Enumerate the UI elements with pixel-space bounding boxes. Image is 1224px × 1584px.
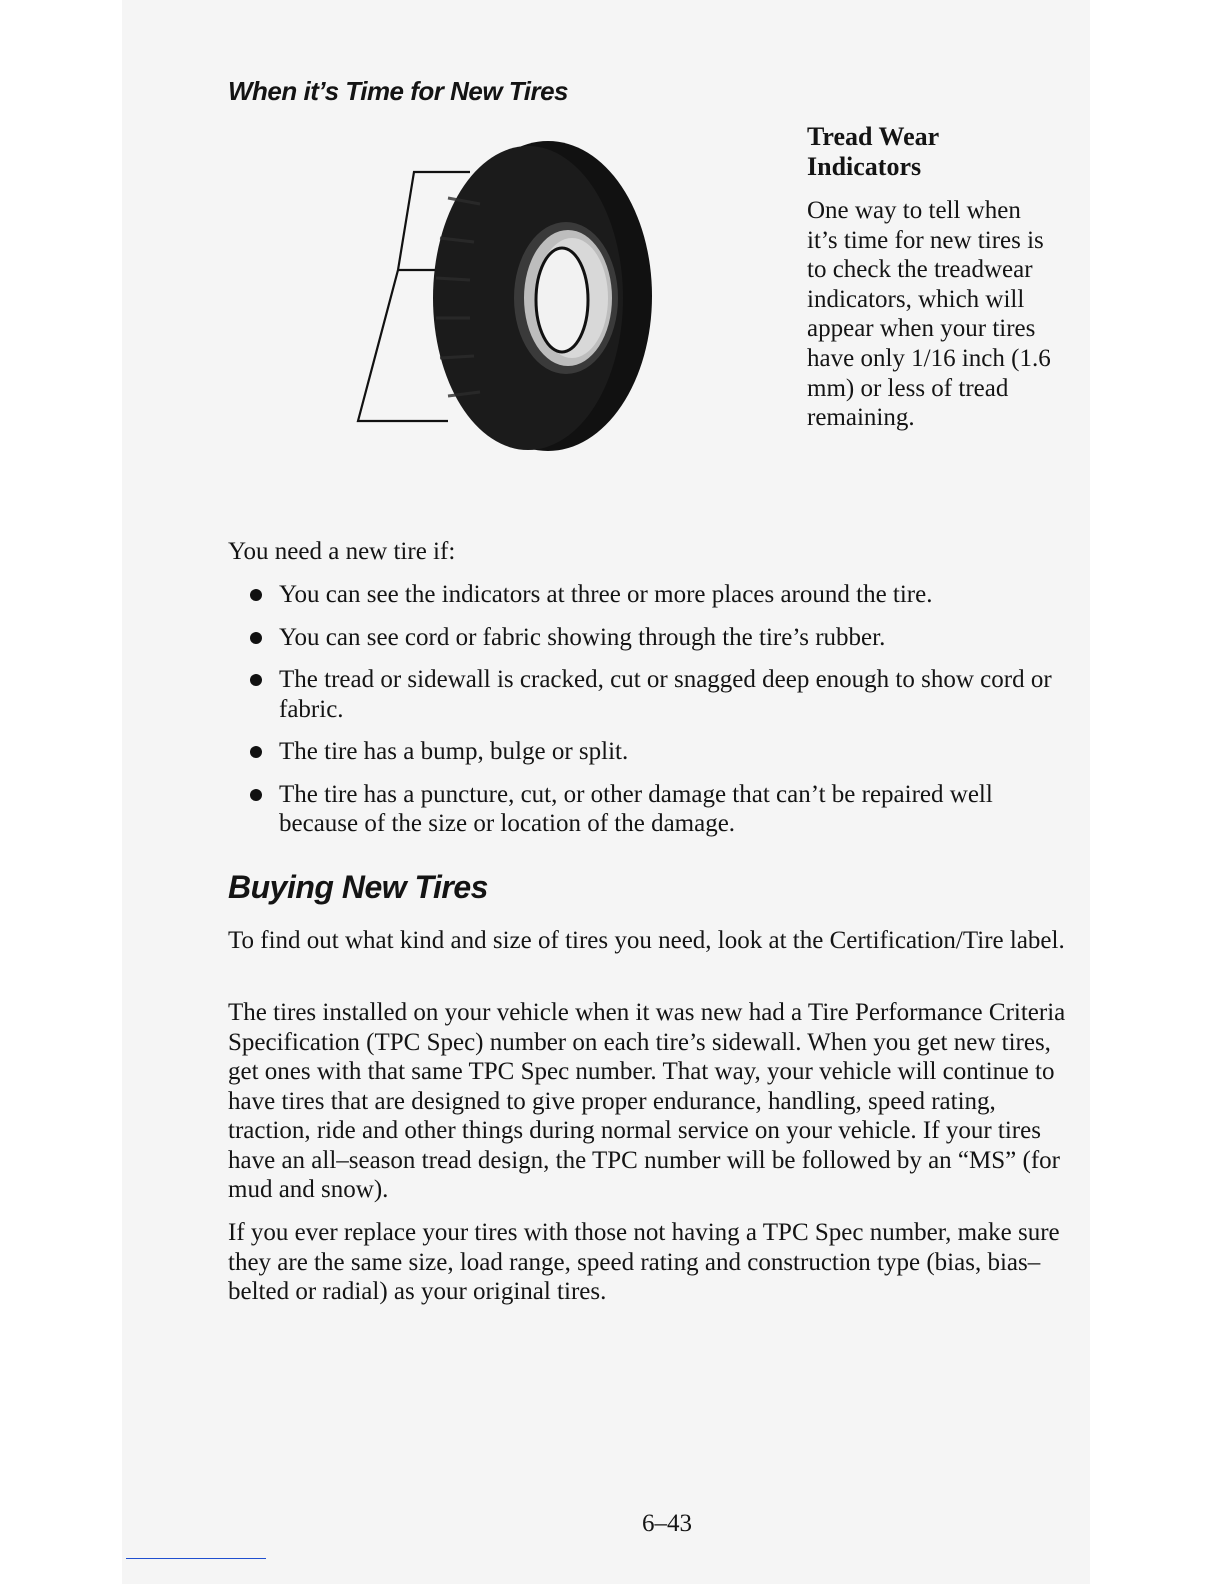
list-item: You can see the indicators at three or more places around the tire. — [228, 580, 1068, 610]
paragraph: If you ever replace your tires with those not having a TPC Spec number, make sure they are the same size, load range, speed rating and construction type (bias, bias–belted or radial) as your original tires. — [228, 1219, 1060, 1305]
bullet-icon — [250, 789, 262, 801]
bullet-list — [228, 580, 1068, 852]
tire-illustration-icon — [352, 138, 660, 458]
list-item: The tire has a bump, bulge or split. — [228, 737, 1068, 767]
page-number: 6–43 — [642, 1510, 692, 1537]
paragraph: The tires installed on your vehicle when it was new had a Tire Performance Criteria Specification (TPC Spec) number on each tire’s sidewall. When you get new tires, get ones with that same TPC Spec number. That way, your vehicle will continue to have tires that are designed to give proper endurance, handling, speed rating, traction, ride and other things during normal service on your vehicle. If your tires have an all–season tread design, the TPC number will be followed by an “MS” (for mud and snow). — [228, 999, 1066, 1203]
footer-rule — [126, 1558, 266, 1559]
list-item: The tread or sidewall is cracked, cut or snagged deep enough to show cord or fabric. — [228, 665, 1068, 724]
bullet-icon — [250, 746, 262, 758]
bullet-icon — [250, 674, 262, 686]
list-item: You can see cord or fabric showing through the tire’s rubber. — [228, 623, 1068, 653]
bullet-icon — [250, 589, 262, 601]
sidebar-title: Tread Wear Indicators — [807, 122, 939, 181]
buying-heading: Buying New Tires — [228, 869, 488, 905]
paragraph: To find out what kind and size of tires you need, look at the Certification/Tire label. — [228, 927, 1065, 954]
intro-text: You need a new tire if: — [228, 538, 456, 565]
sidebar-text: One way to tell when it’s time for new tires is to check the treadwear indicators, which will appear when your tires have only 1/16 inch (1.6 mm) or less of tread remaining. — [807, 197, 1051, 432]
section-heading: When it’s Time for New Tires — [228, 76, 568, 106]
bullet-icon — [250, 632, 262, 644]
list-item: The tire has a puncture, cut, or other damage that can’t be repaired well because of the size or location of the damage. — [228, 780, 1068, 839]
